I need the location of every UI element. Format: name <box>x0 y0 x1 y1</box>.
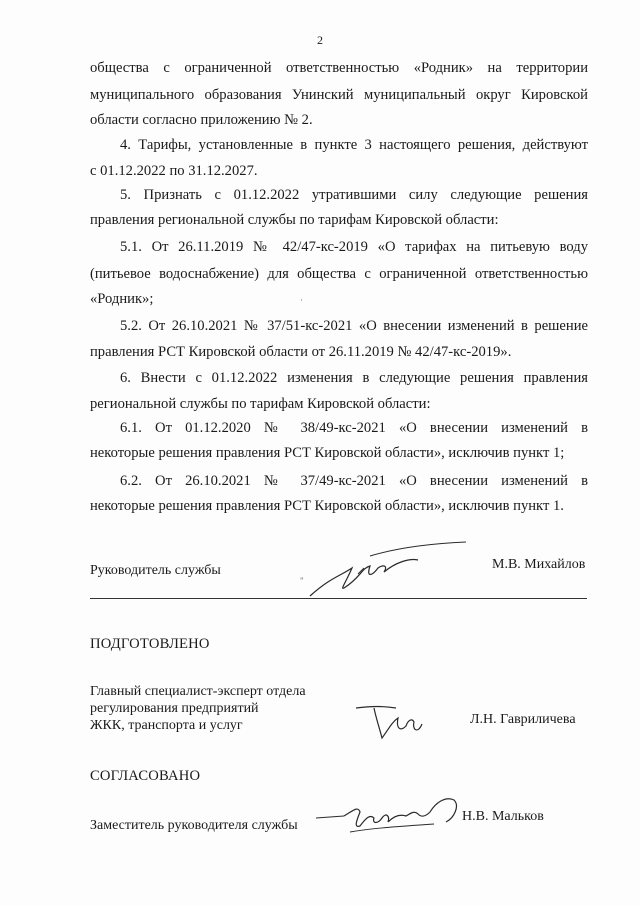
prepared-name: Л.Н. Гавриличева <box>470 712 576 727</box>
text-line: некоторые решения правления РСТ Кировской области», исключив пункт 1. <box>90 498 564 514</box>
agreed-heading: СОГЛАСОВАНО <box>90 768 201 784</box>
head-title: Руководитель службы <box>90 563 221 578</box>
text-line: 6.2. От 26.10.2021 № 37/49-кс-2021 «О внесении изменений в <box>120 473 588 489</box>
text-line: 5.1. От 26.11.2019 № 42/47-кс-2019 «О тарифах на питьевую воду <box>120 239 588 255</box>
head-signature-image <box>300 538 470 600</box>
agreed-role: Заместитель руководителя службы <box>90 818 298 833</box>
prepared-role-line: ЖКК, транспорта и услуг <box>90 718 243 733</box>
text-line: 6.1. От 01.12.2020 № 38/49-кс-2021 «О внесении изменений в <box>120 420 588 436</box>
text-line: с 01.12.2022 по 31.12.2027. <box>90 163 258 179</box>
separator-line <box>90 598 587 599</box>
text-line: общества с ограниченной ответственностью «Родник» на территории <box>90 60 588 76</box>
head-name: М.В. Михайлов <box>492 557 586 572</box>
text-line: «Родник»; <box>90 291 154 307</box>
scan-dot: · <box>300 295 303 305</box>
prepared-heading: ПОДГОТОВЛЕНО <box>90 636 210 652</box>
prepared-role-line: Главный специалист-эксперт отдела <box>90 684 306 699</box>
agreed-name: Н.В. Мальков <box>462 809 544 824</box>
text-line: муниципального образования Унинский муниципальный округ Кировской <box>90 87 588 103</box>
text-line: (питьевое водоснабжение) для общества с ограниченной ответственностью <box>90 266 588 282</box>
agreed-signature-image <box>314 792 474 842</box>
text-line: 4. Тарифы, установленные в пункте 3 настоящего решения, действуют <box>120 137 588 153</box>
text-line: некоторые решения правления РСТ Кировской области», исключив пункт 1; <box>90 445 565 461</box>
text-line: области согласно приложению № 2. <box>90 112 313 128</box>
text-line: правления РСТ Кировской области от 26.11.2019 № 42/47-кс-2019». <box>90 344 512 360</box>
prepared-signature-image <box>352 700 432 745</box>
text-line: 5. Признать с 01.12.2022 утратившими силу следующие решения <box>120 187 588 203</box>
text-line: 5.2. От 26.10.2021 № 37/51-кс-2021 «О внесении изменений в решение <box>120 318 588 334</box>
prepared-role-line: регулирования предприятий <box>90 701 259 716</box>
text-line: региональной службы по тарифам Кировской области: <box>90 396 431 412</box>
scan-dot: " <box>300 576 304 586</box>
text-line: правления региональной службы по тарифам Кировской области: <box>90 212 499 228</box>
text-line: 6. Внести с 01.12.2022 изменения в следующие решения правления <box>120 370 588 386</box>
page-number: 2 <box>317 33 323 47</box>
